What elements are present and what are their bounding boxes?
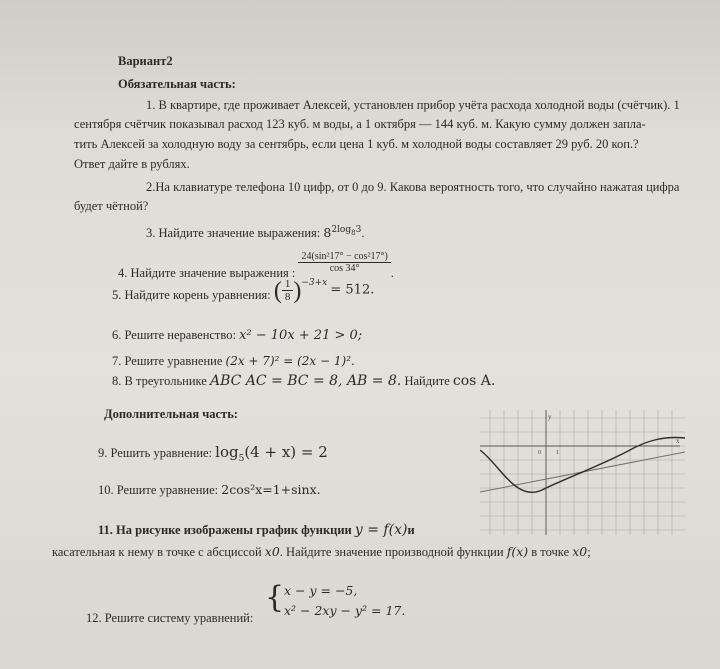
q5-rhs: = 512. [330, 282, 375, 298]
q12-brace: { [265, 580, 285, 615]
q8-text: 8. В треугольнике ABC AC = BC = 8, AB = 8. Найдите cos A. [112, 373, 496, 389]
q8-cos: cos A. [452, 373, 496, 389]
q9-text: 9. Решить уравнение: $\log_5(4 + x) = 2$ [98, 443, 328, 464]
q5-label: 5. Найдите корень уравнения: [112, 288, 271, 302]
q12-eq2: x² − 2xy − y² = 17. [284, 603, 406, 618]
q3-text: 3. Найдите значение выражения: $8^{2log_83}$. [146, 225, 365, 241]
q11-line-1: 11. На рисунке изображены график функции y = f(x)и [98, 522, 415, 538]
q5-text: 5. Найдите корень уравнения: ( $\frac{1}{8}$ )$^{-3+x}$ = 512. [112, 278, 375, 304]
q7-text: 7. Решите уравнение (2x + 7)² = (2x − 1)². [112, 354, 355, 368]
q9-expression: $\log_5(4 + x) = 2$ [215, 443, 328, 464]
q5-fraction: $\frac{1}{8}$ [282, 278, 294, 303]
q10-text: 10. Решите уравнение: 2cos²x=1+sinx. [98, 482, 321, 497]
q12-eq1: x − y = −5, [284, 583, 358, 598]
q4-label: 4. Найдите значение выражения : [118, 266, 296, 280]
q1-line-3: тить Алексей за холодную воду за сентябрь, если цена 1 куб. м холодной воды составляет 29 руб. 20 коп.? [74, 137, 639, 151]
q4-numerator: 24(sin²17° − cos²17°) [298, 251, 390, 263]
unit-label: 1 [556, 450, 559, 456]
q4-denominator: cos 34° [329, 263, 360, 274]
mandatory-heading: Обязательная часть: [118, 77, 236, 91]
q6-expression: x² − 10x + 21 > 0; [239, 328, 363, 343]
x-axis-label: x [676, 437, 680, 445]
extra-heading: Дополнительная часть: [104, 407, 238, 421]
q2-line-1: 2.На клавиатуре телефона 10 цифр, от 0 до 9. Какова вероятность того, что случайно нажатая цифра [146, 180, 680, 194]
origin-label: 0 [538, 450, 541, 456]
q4-fraction [298, 251, 390, 274]
q2-line-2: будет чётной? [74, 199, 149, 213]
q7-expression: (2x + 7)² = (2x − 1)². [225, 354, 355, 368]
q4-text: 4. Найдите значение выражения : $\frac{\text{24(sin²17° − cos²17°)}}{\cos 34^\circ}$ . [118, 251, 394, 280]
q3-expression: $8^{2log_83}$ [323, 225, 362, 241]
q1-line-2: сентября счётчик показывал расход 123 куб. м воды, а 1 октября — 144 куб. м. Какую сумму должен запла- [74, 117, 646, 131]
y-axis-label: y [548, 413, 552, 421]
q10-expression: 2cos²x=1+sinx. [221, 482, 321, 497]
variant-title: Вариант2 [118, 54, 173, 68]
q12-label: 12. Решите систему уравнений: [86, 611, 254, 625]
q3-label: 3. Найдите значение выражения: [146, 226, 321, 241]
q1-line-1: 1. В квартире, где проживает Алексей, установлен прибор учёта расхода холодной воды (счётчик). 1 [146, 98, 680, 112]
q1-line-4: Ответ дайте в рублях. [74, 157, 190, 171]
q6-text: 6. Решите неравенство: x² − 10x + 21 > 0; [112, 328, 363, 343]
q11-line-2: касательная к нему в точке с абсциссой x0. Найдите значение производной функции f(x) в точке x0; [52, 544, 591, 559]
function-graph [480, 410, 685, 535]
q8-expression: ABC AC = BC = 8, AB = 8. [209, 373, 402, 389]
